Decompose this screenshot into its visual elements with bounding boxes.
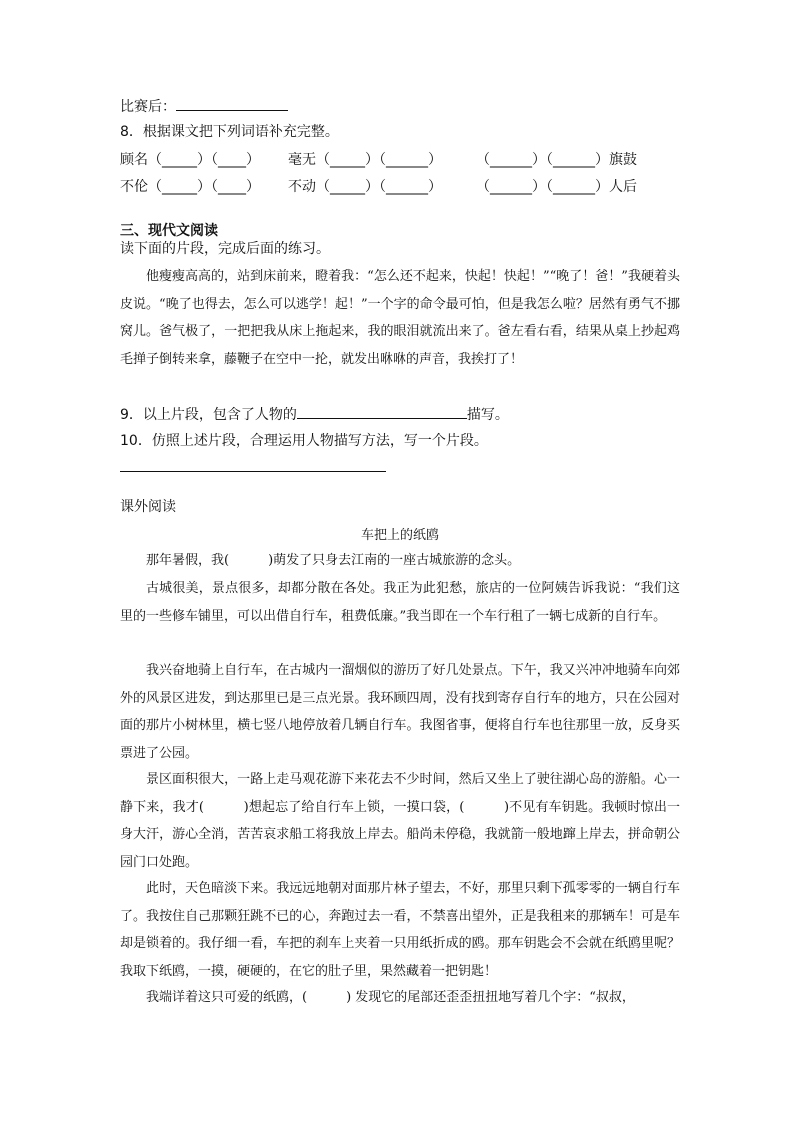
answer-line[interactable] bbox=[120, 471, 386, 472]
article-title: 车把上的纸鸥 bbox=[360, 528, 439, 543]
q9 bbox=[120, 404, 509, 425]
article-paragraph: 古城很美，景点很多，却都分散在各处。我正为此犯愁，旅店的一位阿姨告诉我说：“我们这里的一些修车铺里，可以出借自行车，租费低廉。”我当即在一个车行租了一辆七成新的自行车。 bbox=[120, 581, 680, 624]
q-after-match-label: 比赛后： bbox=[120, 99, 176, 115]
q9-suffix: 描写。 bbox=[466, 407, 509, 423]
article-paragraph: 我端详着这只可爱的纸鸥，( ) 发现它的尾部还歪歪扭扭地写着几个字：“叔叔， bbox=[146, 990, 635, 1005]
q9-prefix: 9．以上片段，包含了人物的 bbox=[120, 407, 297, 423]
q10: 10．仿照上述片段，合理运用人物描写方法，写一个片段。 bbox=[120, 433, 488, 449]
q8-item: （______）（______）旗鼓 bbox=[476, 152, 637, 168]
answer-blank[interactable] bbox=[297, 404, 467, 419]
q8-prompt: 8．根据课文把下列词语补充完整。 bbox=[120, 124, 339, 140]
q8-item: 不动（_____）（______） bbox=[288, 179, 442, 195]
q8-item: 顾名（_____）（____） bbox=[120, 152, 260, 168]
section3-passage: 他瘦瘦高高的，站到床前来，瞪着我：“怎么还不起来，快起！快起！”“晚了！爸！”我硬着头皮说。“晚了也得去，怎么可以逃学！起！”一个字的命令最可怕，但是我怎么啦？居然有勇气不挪窝儿。爸气极了，一把把我从床上拖起来，我的眼泪就流出来了。爸左看右看，结果从桌上抄起鸡毛掸子倒转来拿，藤鞭子在空中一抡，就发出咻咻的声音，我挨打了！ bbox=[120, 269, 680, 367]
article-paragraph: 此时，天色暗淡下来。我远远地朝对面那片林子望去，不好，那里只剩下孤零零的一辆自行车了。我按住自己那颗狂跳不已的心，奔跑过去一看，不禁喜出望外，正是我租来的那辆车！可是车却是锁着的。我仔细一看，车把的刹车上夹着一只用纸折成的鸥。那车钥匙会不会就在纸鸥里呢？我取下纸鸥，一摸，硬硬的，在它的肚子里，果然藏着一把钥匙！ bbox=[120, 881, 680, 979]
article-paragraph: 我兴奋地骑上自行车，在古城内一溜烟似的游历了好几处景点。下午，我又兴冲冲地骑车向郊外的风景区进发，到达那里已是三点光景。我环顾四周，没有找到寄存自行车的地方，只在公园对面的那片小树林里，横七竖八地停放着几辆自行车。我图省事，便将自行车也往那里一放，反身买票进了公园。 bbox=[120, 663, 680, 761]
q8-item: （______）（______）人后 bbox=[476, 179, 637, 195]
answer-blank[interactable] bbox=[176, 96, 288, 111]
q8-item: 不伦（_____）（____） bbox=[120, 179, 260, 195]
section3-heading: 三、现代文阅读 bbox=[120, 223, 218, 239]
section3-instruction: 读下面的片段，完成后面的练习。 bbox=[120, 241, 330, 257]
q8-item: 毫无（_____）（______） bbox=[288, 152, 442, 168]
extra-heading: 课外阅读 bbox=[120, 499, 176, 515]
article-paragraph: 景区面积很大，一路上走马观花游下来花去不少时间，然后又坐上了驶往湖心岛的游船。心一静下来，我才( )想起忘了给自行车上锁，一摸口袋，( )不见有车钥匙。我顿时惊出一身大汗，游心全消，苦苦哀求船工将我放上岸去。船尚未停稳，我就箭一般地蹿上岸去，拼命朝公园门口处跑。 bbox=[120, 772, 680, 870]
q-after-match bbox=[120, 96, 288, 117]
article-paragraph: 那年暑假，我( )萌发了只身去江南的一座古城旅游的念头。 bbox=[146, 553, 521, 568]
